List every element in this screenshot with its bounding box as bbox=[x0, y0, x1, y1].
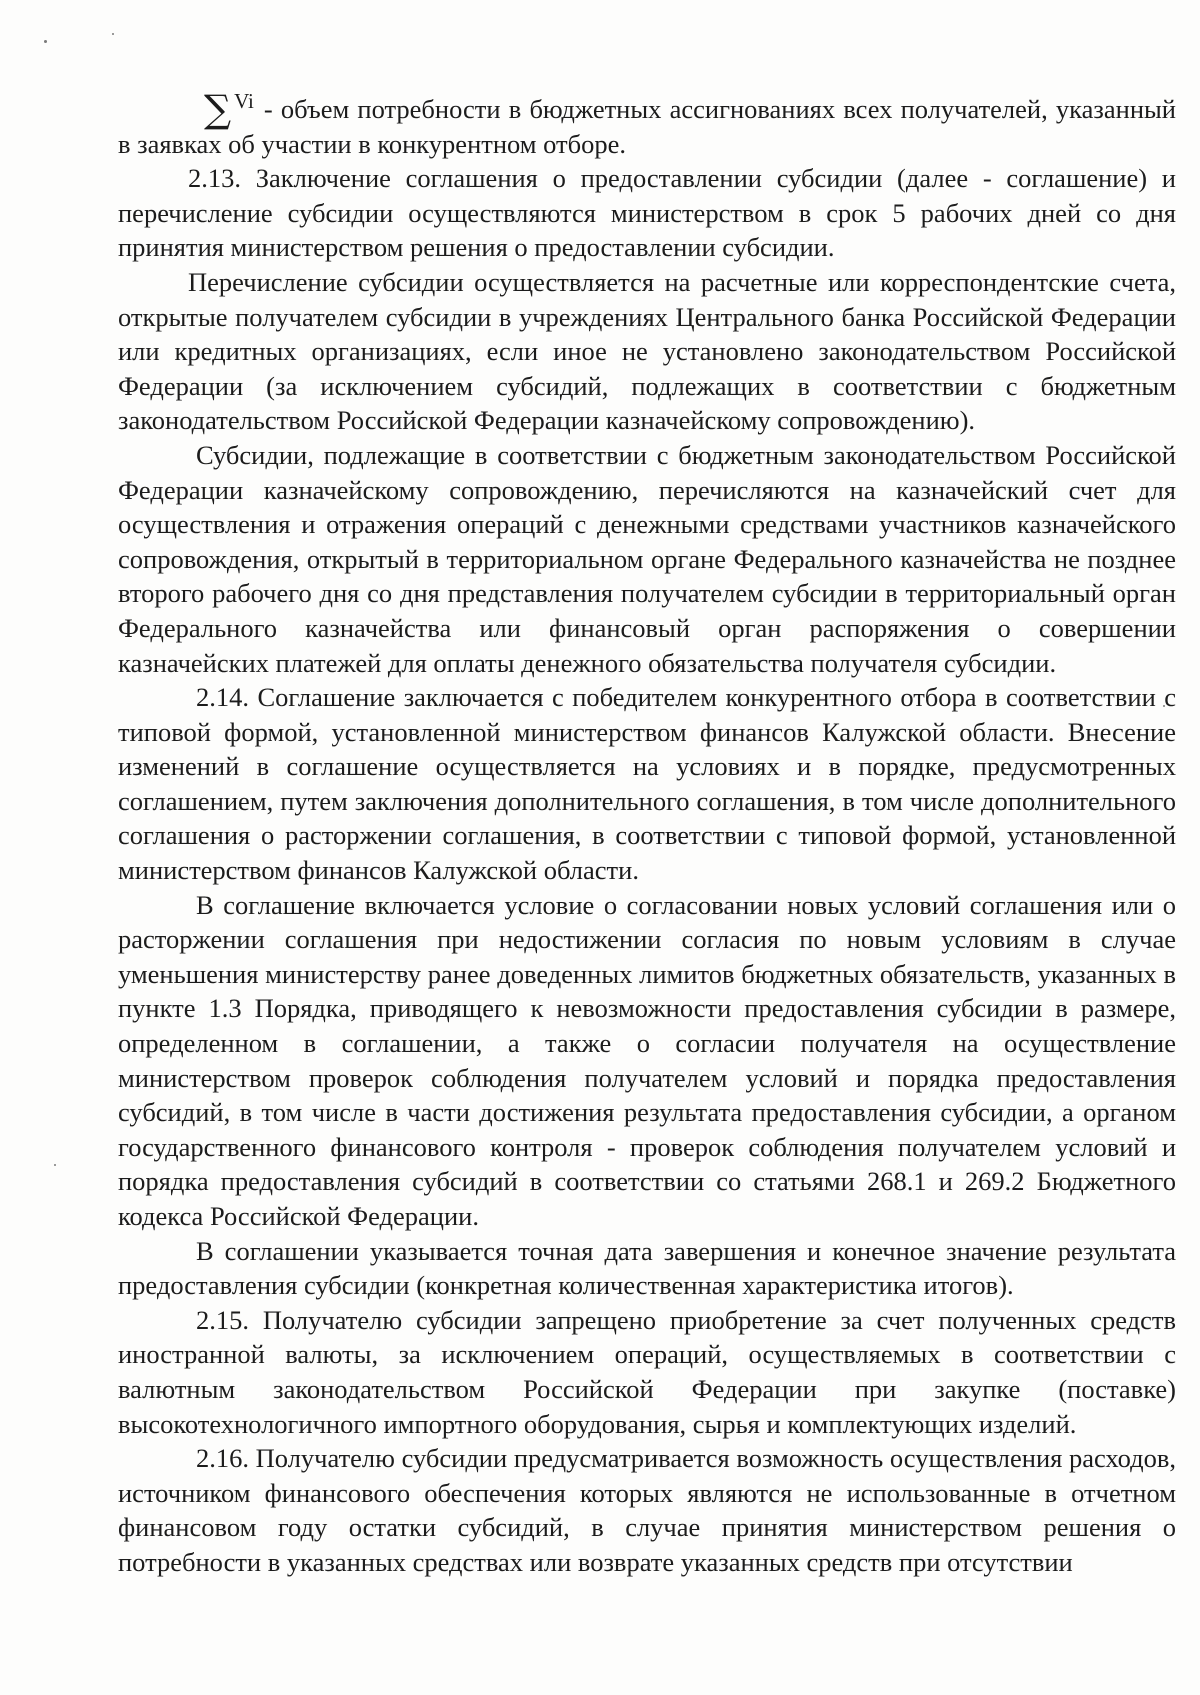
paragraph-2-16: 2.16. Получателю субсидии предусматривается возможность осуществления расходов, источником финансового обеспечения которых являются не использованные в отчетном финансовом году остатки субсидий, в случае принятия министерством решения о потребности в указанных средствах или возврате указанных средств при отсутствии bbox=[118, 1443, 1176, 1577]
paragraph-transfer: Перечисление субсидии осуществляется на расчетные или корреспондентские счета, открытые получателем субсидии в учреждениях Центрального банка Российской Федерации или кредитных организациях, если иное не установлено законодательством Российской Федерации (за исключением субсидий, подлежащих в соответствии с бюджетным законодательством Российской Федерации казначейскому сопровождению). bbox=[118, 266, 1176, 436]
formula-variable: Vi bbox=[234, 89, 254, 113]
paragraph-2-15: 2.15. Получателю субсидии запрещено приобретение за счет полученных средств иностранной валюты, за исключением операций, осуществляемых в соответствии с валютным законодательством Российской Федерации при закупке (поставке) высокотехнологичного импортного оборудования, сырья и комплектующих изделий. bbox=[118, 1304, 1176, 1439]
paragraph-treasury: Субсидии, подлежащие в соответствии с бюджетным законодательством Российской Федерации казначейскому сопровождению, перечисляются на казначейский счет для осуществления и отражения операций с денежными средствами участников казначейского сопровождения, открытый в территориальном органе Федерального казначейства не позднее второго рабочего дня со дня представления получателем субсидии в территориальный орган Федерального казначейства или финансовый орган распоряжения о совершении казначейских платежей для оплаты денежного обязательства получателя субсидии. bbox=[118, 439, 1176, 678]
sum-symbol: ∑ bbox=[204, 87, 232, 131]
formula-definition bbox=[118, 84, 1176, 161]
paragraph-2-13: 2.13. Заключение соглашения о предоставлении субсидии (далее - соглашение) и перечисление субсидии осуществляются министерством в срок 5 рабочих дней со дня принятия министерством решения о предоставлении субсидии. bbox=[118, 163, 1176, 263]
document-body bbox=[118, 84, 1176, 1580]
paragraph-2-14: 2.14. Соглашение заключается с победителем конкурентного отбора в соответствии с типовой формой, установленной министерством финансов Калужской области. Внесение изменений в соглашение осуществляется на условиях и в порядке, предусмотренных соглашением, путем заключения дополнительного соглашения, в том числе дополнительного соглашения о расторжении соглашения, в соответствии с типовой формой, установленной министерством финансов Калужской области. bbox=[118, 682, 1176, 886]
scan-speck bbox=[44, 40, 47, 43]
paragraph-agreement-terms: В соглашение включается условие о согласовании новых условий соглашения или о расторжении соглашения при недостижении согласия по новым условиям в случае уменьшения министерству ранее доведенных лимитов бюджетных обязательств, указанных в пункте 1.3 Порядка, приводящего к невозможности предоставления субсидии в размере, определенном в соглашении, а также о согласии получателя на осуществление министерством проверок соблюдения получателем условий и порядка предоставления субсидий, в том числе в части достижения результата предоставления субсидии, а органом государственного финансового контроля - проверок соблюдения получателем условий и порядка предоставления субсидий в соответствии со статьями 268.1 и 269.2 Бюджетного кодекса Российской Федерации. bbox=[118, 889, 1176, 1231]
paragraph-result-date: В соглашении указывается точная дата завершения и конечное значение результата предоставления субсидии (конкретная количественная характеристика итогов). bbox=[118, 1235, 1176, 1301]
formula-text: - объем потребности в бюджетных ассигнованиях всех получателей, указанный в заявках об участии в конкурентном отборе. bbox=[118, 94, 1176, 159]
scan-speck bbox=[112, 33, 114, 35]
scan-speck bbox=[54, 1164, 56, 1166]
